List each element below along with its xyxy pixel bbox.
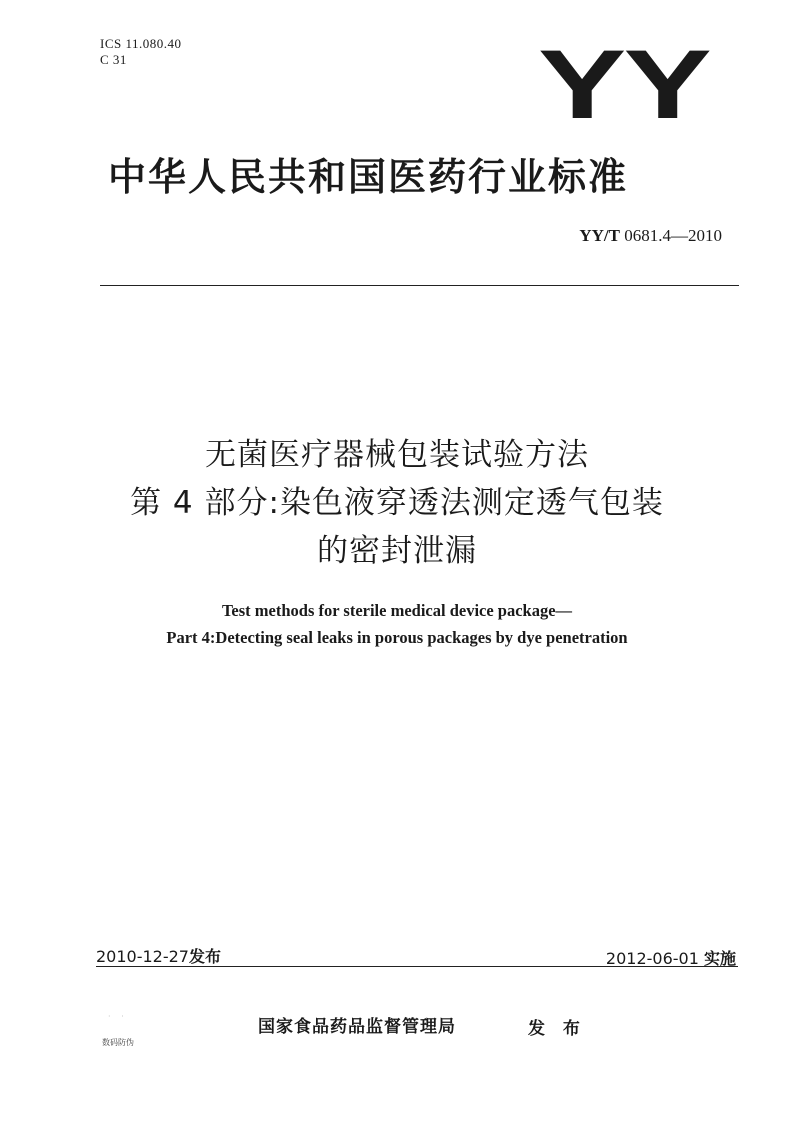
- title-en-line-1: Test methods for sterile medical device package—: [221, 601, 573, 620]
- issuing-authority: 国家食品药品监督管理局: [258, 1017, 456, 1037]
- title-cn-line-2: 第 4 部分:染色液穿透法测定透气包装: [130, 485, 664, 521]
- document-number-value: 0681.4—2010: [624, 226, 722, 245]
- ics-code: ICS 11.080.40: [100, 36, 182, 51]
- bottom-divider: [96, 966, 738, 967]
- document-number: [579, 226, 722, 246]
- published-date-value: 2010-12-27: [96, 947, 189, 966]
- issued-label: 发 布: [528, 1019, 586, 1039]
- title-cn-line-3: 的密封泄漏: [317, 533, 477, 569]
- title-en-line-2: Part 4:Detecting seal leaks in porous packages by dye penetration: [166, 628, 628, 647]
- published-date: [96, 944, 221, 967]
- faint-dots: · ·: [108, 1012, 128, 1021]
- ccs-code: C 31: [100, 52, 127, 67]
- implementation-label: 实施: [703, 949, 736, 968]
- classification-codes: [100, 36, 182, 68]
- yy-logo: YY: [538, 29, 710, 139]
- top-divider: [100, 285, 739, 286]
- implementation-date-value: 2012-06-01: [605, 949, 699, 968]
- document-number-prefix: YY/T: [579, 226, 620, 245]
- anti-counterfeit-mark: 数码防伪: [102, 1038, 134, 1047]
- standard-type-heading: 中华人民共和国医药行业标准: [108, 155, 629, 199]
- published-label: 发布: [188, 947, 221, 966]
- title-cn-line-1: 无菌医疗器械包装试验方法: [205, 437, 589, 473]
